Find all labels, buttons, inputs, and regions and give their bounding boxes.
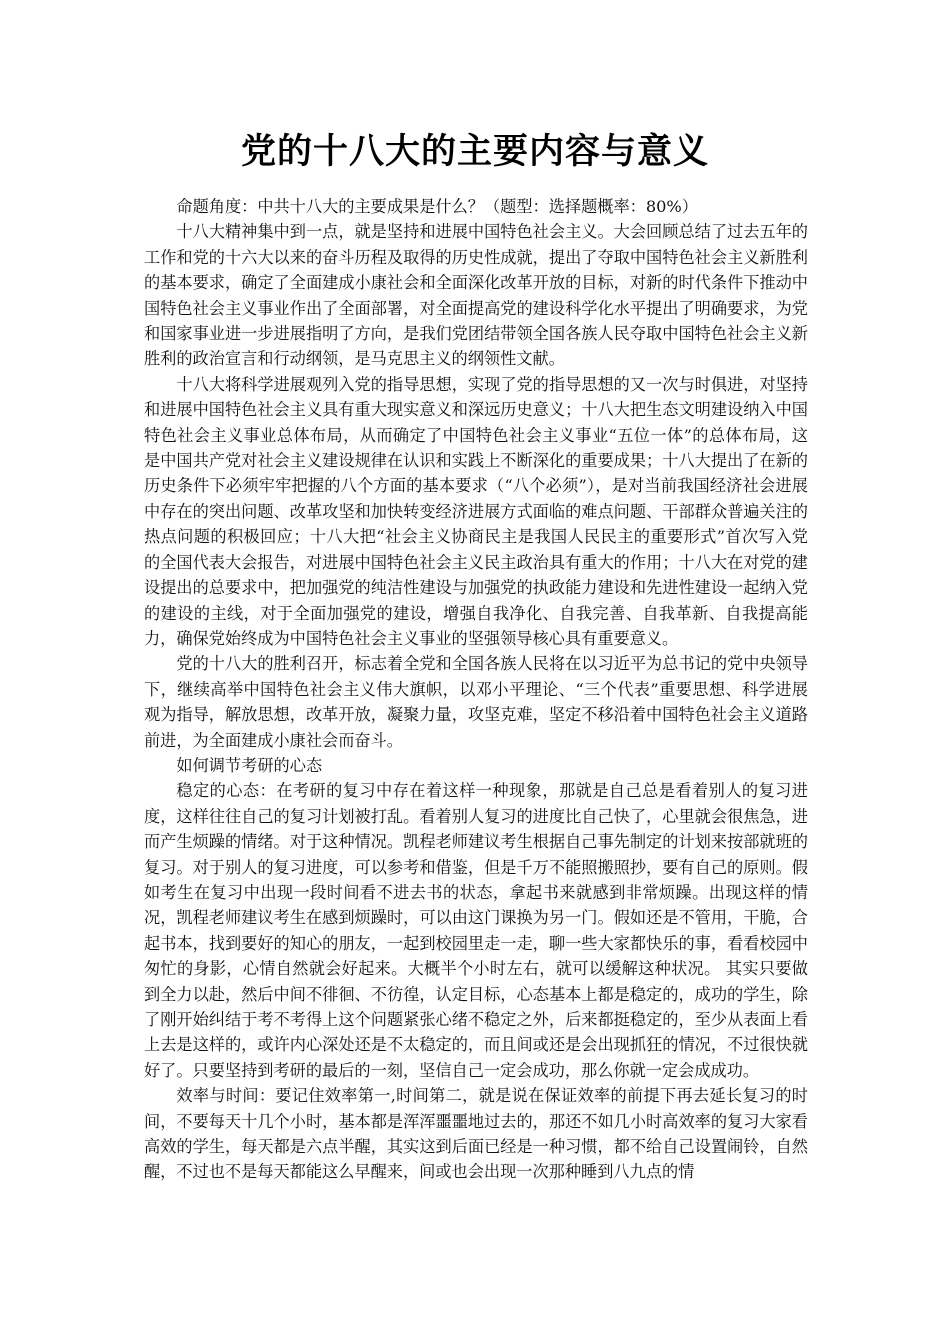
page-title: 党的十八大的主要内容与意义: [240, 132, 709, 172]
section-heading: 如何调节考研的心态: [176, 755, 323, 775]
body-paragraph: 稳定的心态：在考研的复习中存在着这样一种现象，那就是自己总是看着别人的复习进度，这样往往自己的复习计划被打乱。看着别人复习的进度比自己快了，心里就会很焦急，进而产生烦躁的情绪。对于这种情况。凯程老师建议考生根据自己事先制定的计划来按部就班的复习。对于别人的复习进度，可以参考和借鉴，但是千万不能照搬照抄，要有自己的原则。假如考生在复习中出现一段时间看不进去书的状态，拿起书来就感到非常烦躁。出现这样的情况，凯程老师建议考生在感到烦躁时，可以由这门课换为另一门。假如还是不管用，干脆，合起书本，找到要好的知心的朋友，一起到校园里走一走，聊一些大家都快乐的事，看看校园中匆忙的身影，心情自然就会好起来。大概半个小时左右，就可以缓解这种状况。 其实只要做到全力以赴，然后中间不徘徊、不彷徨，认定目标，心态基本上都是稳定的，成功的学生，除了刚开始纠结于考不考得上这个问题紧张心绪不稳定之外，后来都挺稳定的，至少从表面上看上去是这样的，或许内心深处还是不太稳定的，而且间或还是会出现抓狂的情况，不过很快就好了。只要坚持到考研的最后的一刻，坚信自己一定会成功，那么你就一定会成成功。: [144, 781, 808, 1080]
body-paragraph: 党的十八大的胜利召开，标志着全党和全国各族人民将在以习近平为总书记的党中央领导下，继续高举中国特色社会主义伟大旗帜，以邓小平理论、“三个代表”重要思想、科学进展观为指导，解放思想，改革开放，凝聚力量，攻坚克难，坚定不移沿着中国特色社会主义道路前进，为全面建成小康社会而奋斗。: [144, 654, 808, 750]
body-paragraph: 效率与时间：要记住效率第一,时间第二，就是说在保证效率的前提下再去延长复习的时间，不要每天十几个小时，基本都是浑浑噩噩地过去的，那还不如几小时高效率的复习大家看高效的学生，每天都是六点半醒，其实这到后面已经是一种习惯，都不给自己设置闹铃，自然醒，不过也不是每天都能这么早醒来，间或也会出现一次那种睡到八九点的情: [144, 1086, 808, 1182]
document-body: [144, 194, 808, 1185]
body-paragraph: 十八大精神集中到一点，就是坚持和进展中国特色社会主义。大会回顾总结了过去五年的工作和党的十六大以来的奋斗历程及取得的历史性成就，提出了夺取中国特色社会主义新胜利的基本要求，确定了全面建成小康社会和全面深化改革开放的目标，对新的时代条件下推动中国特色社会主义事业作出了全面部署，对全面提高党的建设科学化水平提出了明确要求，为党和国家事业进一步进展指明了方向，是我们党团结带领全国各族人民夺取中国特色社会主义新胜利的政治宣言和行动纲领，是马克思主义的纲领性文献。: [144, 222, 808, 369]
body-paragraph: 十八大将科学进展观列入党的指导思想，实现了党的指导思想的又一次与时俱进，对坚持和进展中国特色社会主义具有重大现实意义和深远历史意义；十八大把生态文明建设纳入中国特色社会主义事业总体布局，从而确定了中国特色社会主义事业“五位一体”的总体布局，这是中国共产党对社会主义建设规律在认识和实践上不断深化的重要成果；十八大提出了在新的历史条件下必须牢牢把握的八个方面的基本要求（“八个必须”），是对当前我国经济社会进展中存在的突出问题、改革攻坚和加快转变经济进展方式面临的难点问题、干部群众普遍关注的热点问题的积极回应；十八大把“社会主义协商民主是我国人民民主的重要形式”首次写入党的全国代表大会报告，对进展中国特色社会主义民主政治具有重大的作用；十八大在对党的建设提出的总要求中，把加强党的纯洁性建设与加强党的执政能力建设和先进性建设一起纳入党的建设的主线，对于全面加强党的建设，增强自我净化、自我完善、自我革新、自我提高能力，确保党始终成为中国特色社会主义事业的坚强领导核心具有重要意义。: [144, 374, 808, 648]
question-angle-paragraph: 命题角度：中共十八大的主要成果是什么？（题型：选择题概率：80%）: [176, 197, 698, 216]
